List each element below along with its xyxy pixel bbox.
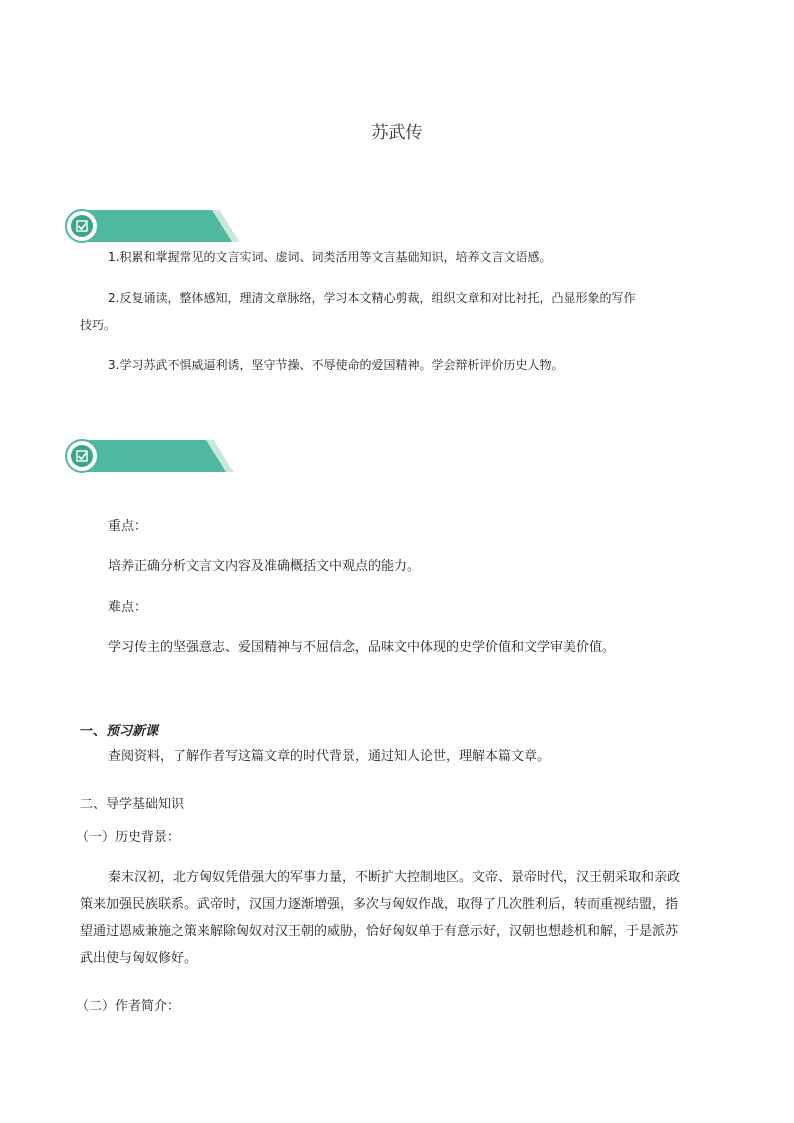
author-subheading: （二）作者简介： bbox=[76, 999, 181, 1014]
difficulty-text: 学习传主的坚强意志、爱国精神与不屈信念，品味文中体现的史学价值和文学审美价值。 bbox=[108, 640, 616, 655]
section-banner-objectives bbox=[62, 208, 242, 248]
document-title: 苏武传 bbox=[371, 123, 423, 143]
guide-heading: 二、导学基础知识 bbox=[80, 797, 185, 812]
difficulty-label: 难点： bbox=[108, 600, 148, 615]
objective-3: 3.学习苏武不惧威逼利诱，坚守节操、不辱使命的爱国精神。学会辩析评价历史人物。 bbox=[108, 358, 564, 372]
history-line-2: 策来加强民族联系。武帝时，汉国力逐渐增强，多次与匈奴作战，取得了几次胜利后，转而重视结盟，指 bbox=[80, 897, 679, 912]
section-banner-keypoints bbox=[62, 438, 242, 478]
objective-1: 1.积累和掌握常见的文言实词、虚词、词类活用等文言基础知识，培养文言文语感。 bbox=[108, 250, 552, 264]
preview-heading bbox=[80, 720, 158, 739]
history-subheading: （一）历史背景： bbox=[76, 830, 181, 845]
history-line-4: 武出使与匈奴修好。 bbox=[80, 951, 198, 966]
objective-2-cont: 技巧。 bbox=[80, 318, 117, 332]
banner-graphic bbox=[62, 208, 242, 244]
objective-2: 2.反复诵读，整体感知，理清文章脉络，学习本文精心剪裁，组织文章和对比衬托，凸显形象的写作 bbox=[108, 291, 636, 305]
history-line-3: 望通过恩威兼施之策来解除匈奴对汉王朝的威胁，恰好匈奴单于有意示好，汉朝也想趁机和解，于是派苏 bbox=[80, 924, 679, 939]
history-line-1: 秦末汉初，北方匈奴凭借强大的军事力量，不断扩大控制地区。文帝、景帝时代，汉王朝采取和亲政 bbox=[108, 870, 681, 885]
focus-text: 培养正确分析文言文内容及准确概括文中观点的能力。 bbox=[108, 559, 421, 574]
preview-heading-num: 一、 bbox=[80, 724, 107, 739]
preview-text: 查阅资料，了解作者写这篇文章的时代背景，通过知人论世，理解本篇文章。 bbox=[108, 749, 551, 764]
focus-label: 重点： bbox=[108, 519, 148, 534]
banner-graphic bbox=[62, 438, 242, 474]
preview-heading-text: 预习新课 bbox=[106, 724, 159, 739]
